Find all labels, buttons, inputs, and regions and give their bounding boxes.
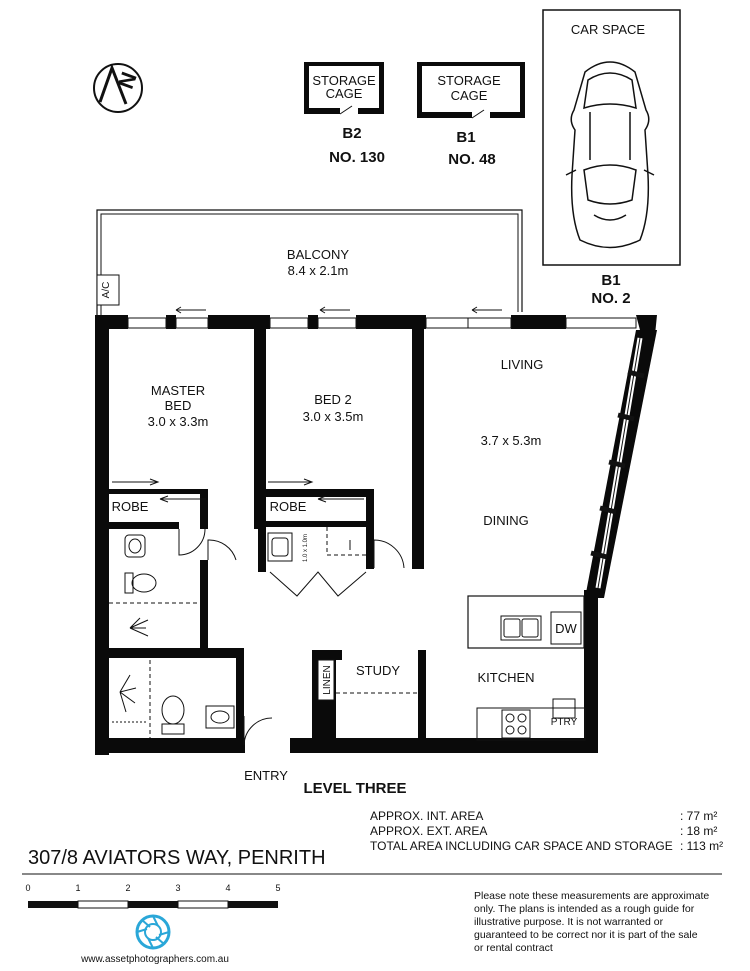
living-name: LIVING: [500, 357, 544, 372]
robe-label: ROBE: [269, 499, 307, 514]
storage-number: NO. 130: [329, 149, 385, 166]
bed2-size: 3.0 x 3.5m: [302, 409, 364, 424]
bed2-name: BED 2: [314, 392, 352, 407]
living-size: 3.7 x 5.3m: [480, 433, 542, 448]
kitchen-name: KITCHEN: [477, 670, 535, 685]
camera-aperture-logo-icon: [137, 916, 169, 948]
website-link[interactable]: www.assetphotographers.com.au: [81, 954, 229, 965]
storage-label-line1: STORAGE: [312, 73, 376, 88]
dishwasher-label: DW: [555, 621, 577, 636]
area-table: [370, 809, 723, 853]
scale-tick: 2: [125, 883, 131, 893]
area-value: : 18 m²: [680, 824, 718, 838]
north-arrow-icon: [94, 64, 142, 112]
address-title: 307/8 AVIATORS WAY, PENRITH: [28, 847, 326, 869]
area-label: TOTAL AREA INCLUDING CAR SPACE AND STORAGE: [370, 839, 673, 853]
level-title: LEVEL THREE: [303, 780, 407, 797]
scale-tick: 5: [275, 883, 281, 893]
robe-master: [109, 479, 207, 522]
scale-bar: [25, 883, 280, 908]
disclaimer: [474, 890, 709, 954]
area-value: : 77 m²: [680, 809, 718, 823]
storage-label-line1: STORAGE: [437, 73, 501, 88]
scale-tick: 1: [75, 883, 81, 893]
scale-tick: 4: [225, 883, 231, 893]
storage-cage-b2: [304, 62, 385, 166]
compass-letter: N: [112, 68, 142, 93]
balcony-name: BALCONY: [286, 247, 350, 262]
sink-icon: [501, 616, 541, 640]
storage-label-line2: CAGE: [325, 86, 363, 101]
disclaimer-line: or rental contract: [474, 942, 553, 954]
storage-label-line2: CAGE: [450, 88, 488, 103]
disclaimer-line: illustrative purpose. It is not warranted or: [474, 916, 664, 928]
linen-label: LINEN: [322, 665, 333, 695]
car-space-label: CAR SPACE: [570, 22, 646, 37]
bed2-ensuite: [268, 527, 366, 562]
car-icon: [566, 62, 654, 248]
disclaimer-line: Please note these measurements are approximate: [474, 890, 710, 902]
car-space-number: NO. 2: [591, 290, 631, 307]
master-bed-name: MASTER: [150, 383, 206, 398]
master-bed-name: BED: [164, 398, 192, 413]
scale-tick: 0: [25, 883, 31, 893]
study-name: STUDY: [355, 663, 401, 678]
entry-label: ENTRY: [244, 768, 288, 783]
toilet-icon: [162, 696, 184, 734]
robe-label: ROBE: [111, 499, 149, 514]
shower-size-label: 1.0 x 1.0m: [303, 533, 309, 563]
toilet-icon: [125, 573, 156, 593]
cooktop-icon: [502, 710, 530, 738]
storage-level: B2: [342, 125, 362, 142]
shower-icon: [112, 675, 148, 722]
storage-number: NO. 48: [448, 151, 496, 168]
ac-label: A/C: [101, 281, 112, 299]
pantry-label: PTRY: [550, 717, 578, 728]
car-space-level: B1: [601, 272, 621, 289]
balcony: [97, 210, 522, 315]
basin-icon: [206, 706, 234, 728]
dining-name: DINING: [483, 513, 529, 528]
area-value: : 113 m²: [680, 839, 724, 853]
main-bathroom: [112, 660, 234, 738]
scale-tick: 3: [175, 883, 181, 893]
disclaimer-line: guaranteed to be correct nor it is part of the sale: [474, 929, 698, 941]
storage-level: B1: [456, 129, 476, 146]
shower-icon: [130, 618, 148, 636]
master-bed-size: 3.0 x 3.3m: [147, 414, 209, 429]
storage-cage-b1: [417, 62, 525, 168]
disclaimer-line: only. The plans is intended as a rough guide for: [474, 903, 695, 915]
area-label: APPROX. EXT. AREA: [370, 824, 488, 838]
ensuite-bathroom: [109, 535, 200, 636]
area-label: APPROX. INT. AREA: [370, 809, 484, 823]
balcony-size: 8.4 x 2.1m: [287, 263, 349, 278]
car-space: [543, 10, 680, 307]
